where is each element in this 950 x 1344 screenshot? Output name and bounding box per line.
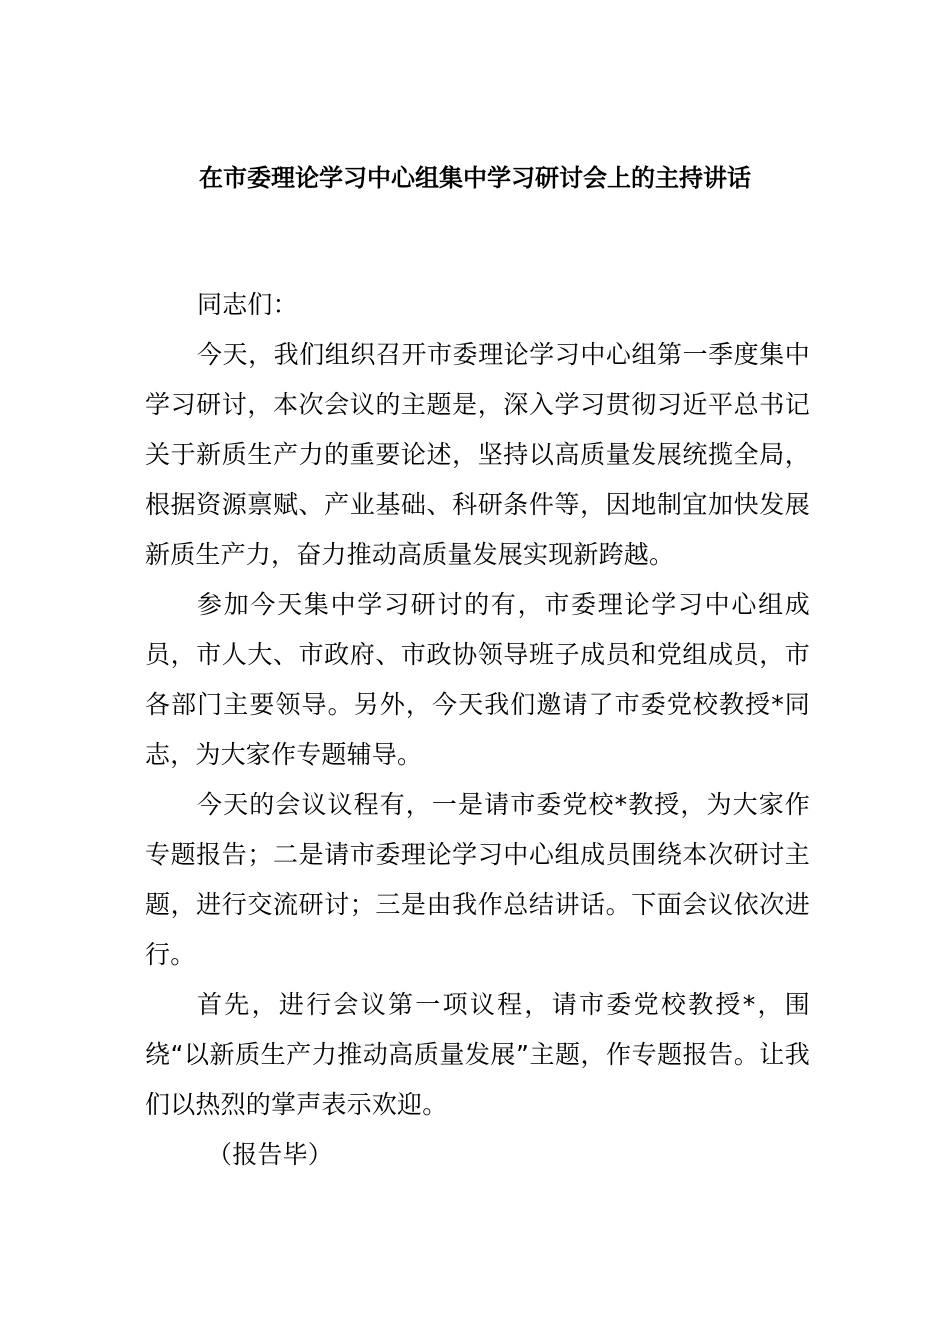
paragraph-first-item: 首先，进行会议第一项议程，请市委党校教授*，围绕“以新质生产力推动高质量发展”主题，作专题报告。让我们以热烈的掌声表示欢迎。: [145, 990, 810, 1119]
paragraph-attendees: 参加今天集中学习研讨的有，市委理论学习中心组成员，市人大、市政府、市政协领导班子成员和党组成员，市各部门主要领导。另外，今天我们邀请了市委党校教授*同志，为大家作专题辅导。: [145, 590, 810, 769]
document-title: 在市委理论学习中心组集中学习研讨会上的主持讲话: [199, 164, 751, 192]
paragraph-intro: 今天，我们组织召开市委理论学习中心组第一季度集中学习研讨，本次会议的主题是，深入学习贯彻习近平总书记关于新质生产力的重要论述，坚持以高质量发展统揽全局，根据资源禀赋、产业基础、科研条件等，因地制宜加快发展新质生产力，奋力推动高质量发展实现新跨越。: [145, 340, 810, 569]
salutation: 同志们：: [197, 290, 298, 319]
paragraph-agenda: 今天的会议议程有，一是请市委党校*教授，为大家作专题报告；二是请市委理论学习中心组成员围绕本次研讨主题，进行交流研讨；三是由我作总结讲话。下面会议依次进行。: [145, 790, 810, 969]
report-end-note: （报告毕）: [207, 1140, 334, 1169]
document-body: [145, 280, 810, 1180]
